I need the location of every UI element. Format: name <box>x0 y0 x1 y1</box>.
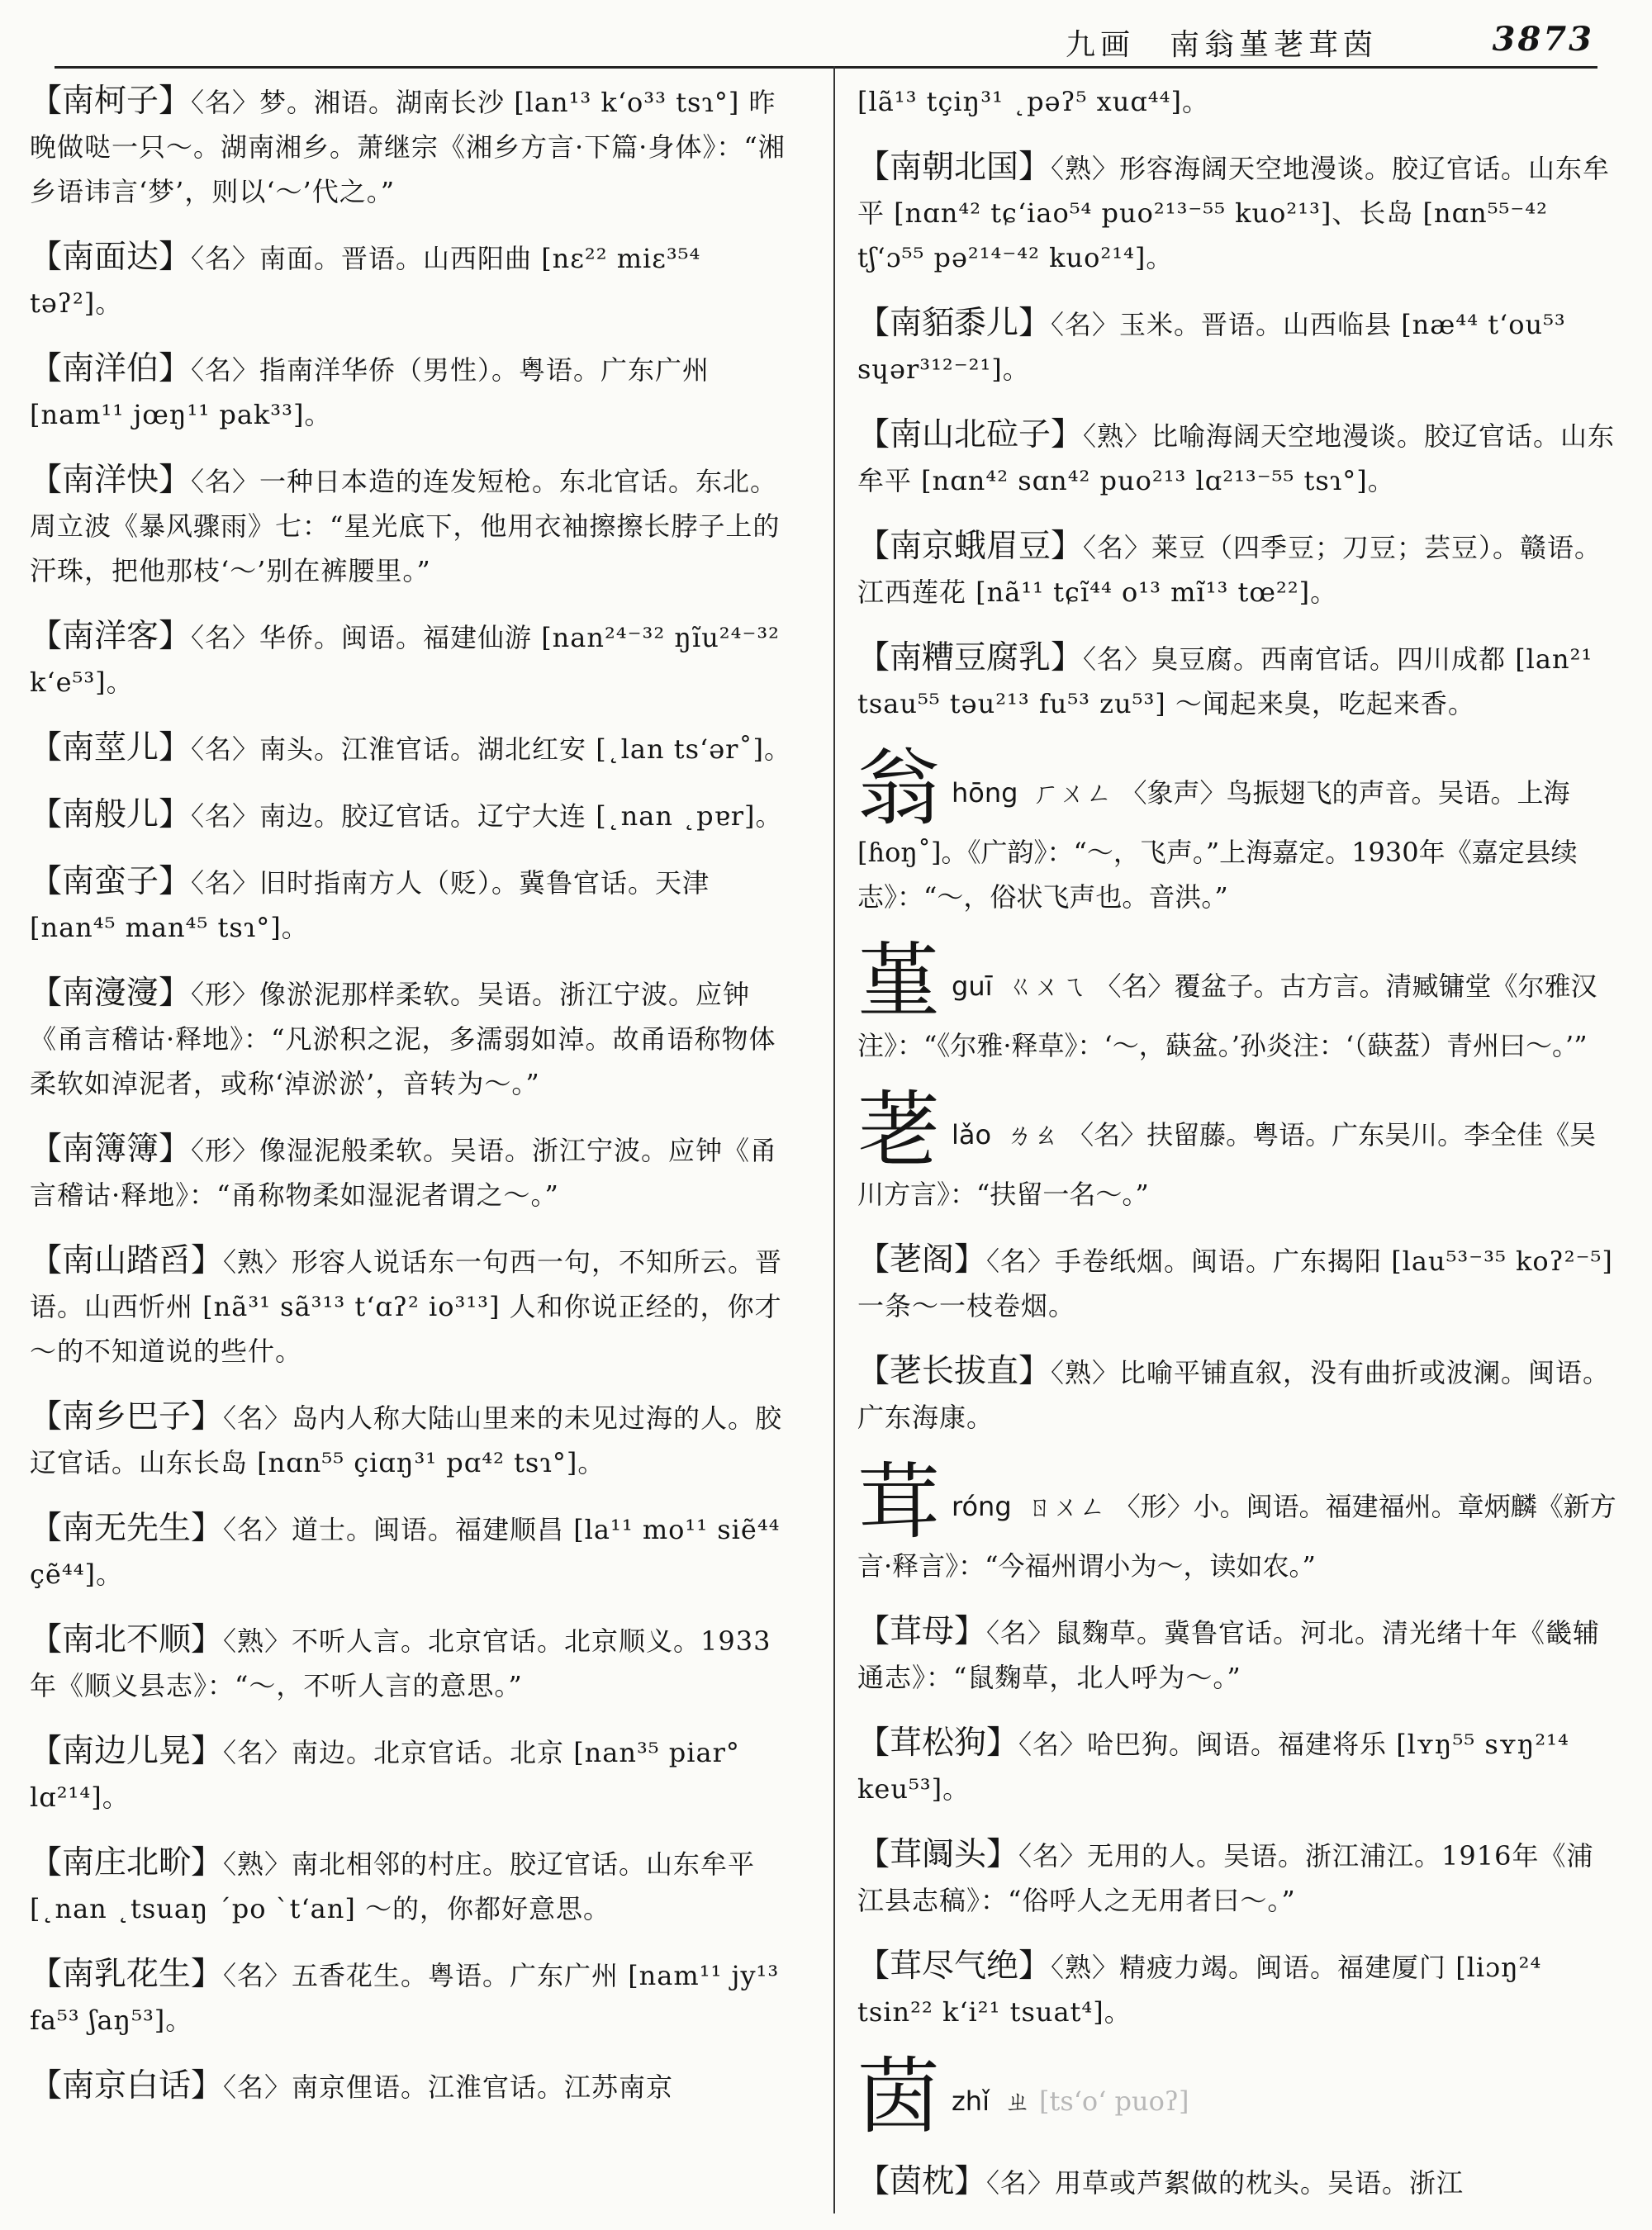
gloss: 〈名〉南面。晋语。山西阳曲 [nɛ²² miɛ³⁵⁴ təʔ²]。 <box>30 243 701 319</box>
head-character-entry <box>857 1082 1617 1217</box>
headword: 【南京蛾眉豆】 <box>857 528 1084 565</box>
head-character-entry <box>857 740 1617 919</box>
pinyin: lǎo <box>952 1119 992 1151</box>
headword: 【南糟豆腐乳】 <box>857 639 1084 676</box>
gloss: 〈名〉鼠麴草。冀鲁官话。河北。清光绪十年《畿辅通志》：“鼠麴草，北人呼为～。” <box>857 1617 1601 1693</box>
gloss: 〈熟〉精疲力竭。闽语。福建厦门 [liɔŋ²⁴ tsin²² k‘i²¹ tsuat⁴]。 <box>857 1952 1542 2028</box>
entry <box>30 347 798 437</box>
entry <box>30 458 798 593</box>
headword: 【南面达】 <box>30 239 192 276</box>
entry <box>857 524 1617 614</box>
entry <box>857 1350 1617 1440</box>
head-character: 茵 <box>857 2048 940 2145</box>
headword: 【南朝北国】 <box>857 149 1051 186</box>
headword: 【南山踏舀】 <box>30 1242 224 1279</box>
gloss: 〈名〉扶留藤。粤语。广东吴川。李全佳《吴川方言》：“扶留一名～。” <box>857 1119 1597 1210</box>
head-character-entry <box>857 2048 1617 2145</box>
gloss: 〈名〉一种日本造的连发短枪。东北官话。东北。周立波《暴风骤雨》七：“星光底下，他用衣袖擦擦长脖子上的汗珠，把他那枝‘～’别在裤腰里。” <box>30 466 781 586</box>
left-column <box>30 79 798 2131</box>
zhuyin: ㄓ <box>1004 2085 1031 2117</box>
headword: 【茸母】 <box>857 1613 987 1650</box>
entry <box>857 1238 1617 1328</box>
section-heading: 九画 南翁堇荖茸茵 <box>1066 28 1379 62</box>
gloss: [lã¹³ tçiŋ³¹ ˛pəʔ⁵ xuɑ⁴⁴]。 <box>857 86 1209 117</box>
gloss: 〈名〉岛内人称大陆山里来的未见过海的人。胶辽官话。山东长岛 [nɑn⁵⁵ çiɑŋ³¹ pɑ⁴² tsɿ°]。 <box>30 1402 783 1478</box>
headword: 【茸阘头】 <box>857 1836 1019 1873</box>
zhuyin: ㄏㄨㄥ <box>1032 777 1113 809</box>
column-divider <box>833 66 835 2213</box>
headword: 【南蛮子】 <box>30 863 192 900</box>
entry <box>30 1841 798 1931</box>
pinyin: zhǐ <box>952 2085 990 2117</box>
headword: 【南般儿】 <box>30 796 192 833</box>
gloss: 〈名〉无用的人。吴语。浙江浦江。1916年《浦江县志稿》：“俗呼人之无用者曰～。” <box>857 1840 1594 1916</box>
headword: 【南京白话】 <box>30 2067 224 2104</box>
headword: 【南乡巴子】 <box>30 1398 224 1435</box>
headword: 【南貊黍儿】 <box>857 305 1051 342</box>
headword: 【南洋快】 <box>30 462 192 499</box>
gloss: 〈名〉梦。湘语。湖南长沙 [lan¹³ k‘o³³ tsɿ°] 昨晚做哒一只～。湖南湘乡。萧继宗《湘乡方言·下篇·身体》：“湘乡语讳言‘梦’，则以‘～’代之。” <box>30 87 786 207</box>
gloss: 〈熟〉比喻平铺直叙，没有曲折或波澜。闽语。广东海康。 <box>857 1357 1611 1433</box>
gloss: 〈熟〉形容海阔天空地漫谈。胶辽官话。山东牟平 [nɑn⁴² tɕ‘iao⁵⁴ puo²¹³⁻⁵⁵ kuo²¹³]、长岛 [nɑn⁵⁵⁻⁴² tʃ‘ɔ⁵⁵ pə²¹⁴⁻⁴² kuo²¹⁴]。 <box>857 153 1611 273</box>
headword: 【南簿簿】 <box>30 1131 192 1168</box>
gloss: 〈形〉像湿泥般柔软。吴语。浙江宁波。应钟《甬言稽诂·释地》：“甬称物柔如湿泥者谓之～。” <box>30 1135 778 1211</box>
gloss: 〈名〉华侨。闽语。福建仙游 [nan²⁴⁻³² ŋĩu²⁴⁻³² k‘e⁵³]。 <box>30 622 781 698</box>
gloss: 〈熟〉形容人说话东一句西一句，不知所云。晋语。山西忻州 [nã³¹ sã³¹³ t‘ɑʔ² io³¹³] 人和你说正经的，你才～的不知道说的些什。 <box>30 1246 783 1367</box>
gloss: 〈名〉南边。北京官话。北京 [nan³⁵ piar° lɑ²¹⁴]。 <box>30 1737 740 1813</box>
entry <box>30 235 798 325</box>
gloss: 〈名〉用草或芦絮做的枕头。吴语。浙江 <box>986 2167 1464 2199</box>
headword: 【茸尽气绝】 <box>857 1948 1051 1985</box>
gloss: 〈名〉玉米。晋语。山西临县 [næ⁴⁴ t‘ou⁵³ sɥər³¹²⁻²¹]。 <box>857 309 1566 385</box>
gloss: 〈熟〉比喻海阔天空地漫谈。胶辽官话。山东牟平 [nɑn⁴² sɑn⁴² puo²¹³ lɑ²¹³⁻⁵⁵ tsɿ°]。 <box>857 420 1616 496</box>
header-rule <box>55 66 1597 69</box>
headword: 【南柯子】 <box>30 83 192 120</box>
gloss: 〈形〉小。闽语。福建福州。章炳麟《新方言·释言》：“今福州谓小为～，读如农。” <box>857 1491 1616 1582</box>
entry <box>857 413 1617 503</box>
head-character-entry <box>857 1454 1617 1588</box>
gloss: 〈象声〉鸟振翅飞的声音。吴语。上海 [ɦoŋ˚]。《广韵》：“～，飞声。”上海嘉定。1930年《嘉定县续志》：“～，俗状飞声也。音洪。” <box>857 777 1578 913</box>
entry <box>30 79 798 214</box>
head-character: 堇 <box>857 933 940 1030</box>
headword: 【南边儿晃】 <box>30 1733 224 1770</box>
gloss: 〈名〉莱豆（四季豆；刀豆；芸豆）。赣语。江西莲花 [nã¹¹ tɕĩ⁴⁴ o¹³ mĩ¹³ tœ²²]。 <box>857 532 1602 608</box>
pinyin: hōng <box>952 777 1018 809</box>
entry <box>30 860 798 950</box>
entry <box>30 1952 798 2043</box>
headword: 【南洋客】 <box>30 618 192 655</box>
head-character: 翁 <box>857 740 940 837</box>
headword: 【南乳花生】 <box>30 1956 224 1993</box>
gloss: 〈名〉旧时指南方人（贬）。冀鲁官话。天津 [nan⁴⁵ man⁴⁵ tsɿ°]。 <box>30 867 710 943</box>
headword: 【南无先生】 <box>30 1510 224 1547</box>
gloss: 〈名〉道士。闽语。福建顺昌 [la¹¹ mo¹¹ siẽ⁴⁴ çẽ⁴⁴]。 <box>30 1514 781 1590</box>
gloss: 〈名〉五香花生。粤语。广东广州 [nam¹¹ jy¹³ fa⁵³ ʃaŋ⁵³]。 <box>30 1960 780 2036</box>
gloss: 〈名〉哈巴狗。闽语。福建将乐 [lʏŋ⁵⁵ sʏŋ²¹⁴ keu⁵³]。 <box>857 1729 1569 1805</box>
headword: 【南洋伯】 <box>30 350 192 387</box>
gloss: 〈形〉像淤泥那样柔软。吴语。浙江宁波。应钟《甬言稽诂·释地》：“凡淤积之泥，多濡弱如淖。故甬语称物体柔软如淖泥者，或称‘淖淤淤’，音转为～。” <box>30 979 776 1099</box>
gloss: 〈名〉指南洋华侨（男性）。粤语。广东广州 [nam¹¹ jœŋ¹¹ pak³³]。 <box>30 354 710 430</box>
head-character: 荖 <box>857 1082 940 1179</box>
entry <box>30 1729 798 1820</box>
headword: 【南濅濅】 <box>30 975 192 1012</box>
pinyin: guī <box>952 970 993 1002</box>
entry <box>857 1833 1617 1923</box>
gloss: 〈名〉覆盆子。古方言。清臧镛堂《尔雅汉注》：“《尔雅·释草》：‘～，蒛盆。’孙炎注：‘（蒛葐）青州曰～。’” <box>857 970 1597 1061</box>
headword: 【南莖儿】 <box>30 729 192 766</box>
entry <box>30 726 798 771</box>
entry <box>30 1239 798 1374</box>
entry <box>857 1610 1617 1700</box>
zhuyin: ㄌㄠ <box>1006 1119 1060 1151</box>
head-character-entry <box>857 933 1617 1068</box>
zhuyin: ㄖㄨㄥ <box>1026 1491 1106 1522</box>
gloss: 〈名〉南边。胶辽官话。辽宁大连 [˛nan ˛pɐr]。 <box>191 800 783 832</box>
headword: 【荖阁】 <box>857 1241 987 1279</box>
entry <box>30 1127 798 1217</box>
entry <box>30 2064 798 2109</box>
gloss: 〈名〉南头。江淮官话。湖北红安 [˛lan ts‘ər˚]。 <box>191 733 791 765</box>
gloss: 〈名〉南京俚语。江淮官话。江苏南京 <box>223 2071 674 2103</box>
entry-continuation <box>857 79 1617 124</box>
bleed-through-text: [tsʻoʻ puoʔ] <box>1038 2085 1189 2117</box>
page-number: 3873 <box>1492 20 1594 59</box>
entry <box>30 614 798 705</box>
gloss: 〈熟〉南北相邻的村庄。胶辽官话。山东牟平 [˛nan ˛tsuaŋ ˊpo ˋt‘an] ～的，你都好意思。 <box>30 1848 756 1924</box>
zhuyin: ㄍㄨㄟ <box>1007 970 1087 1002</box>
entry <box>857 1944 1617 2034</box>
headword: 【茸松狗】 <box>857 1725 1019 1762</box>
entry <box>30 1506 798 1597</box>
entry <box>857 1721 1617 1811</box>
entry <box>857 301 1617 391</box>
headword: 【茵枕】 <box>857 2163 987 2200</box>
head-character: 茸 <box>857 1454 940 1550</box>
gloss: 〈名〉臭豆腐。西南官话。四川成都 [lan²¹ tsau⁵⁵ təu²¹³ fu⁵³ zu⁵³] ～闻起来臭，吃起来香。 <box>857 643 1593 719</box>
entry <box>857 636 1617 726</box>
entry <box>30 1395 798 1485</box>
headword: 【南庄北畍】 <box>30 1844 224 1881</box>
gloss: 〈名〉手卷纸烟。闽语。广东揭阳 [lau⁵³⁻³⁵ koʔ²⁻⁵] 一条～一枝卷烟。 <box>857 1245 1613 1321</box>
entry <box>857 145 1617 280</box>
page-header <box>1066 17 1594 66</box>
headword: 【南山北砬子】 <box>857 416 1084 453</box>
pinyin: róng <box>952 1491 1012 1522</box>
entry <box>30 971 798 1106</box>
headword: 【南北不顺】 <box>30 1621 224 1658</box>
headword: 【荖长拔直】 <box>857 1353 1051 1390</box>
entry <box>30 1618 798 1708</box>
entry <box>857 2160 1617 2205</box>
entry <box>30 793 798 838</box>
right-column <box>857 79 1617 2227</box>
gloss: 〈熟〉不听人言。北京官话。北京顺义。1933年《顺义县志》：“～，不听人言的意思。” <box>30 1625 771 1701</box>
